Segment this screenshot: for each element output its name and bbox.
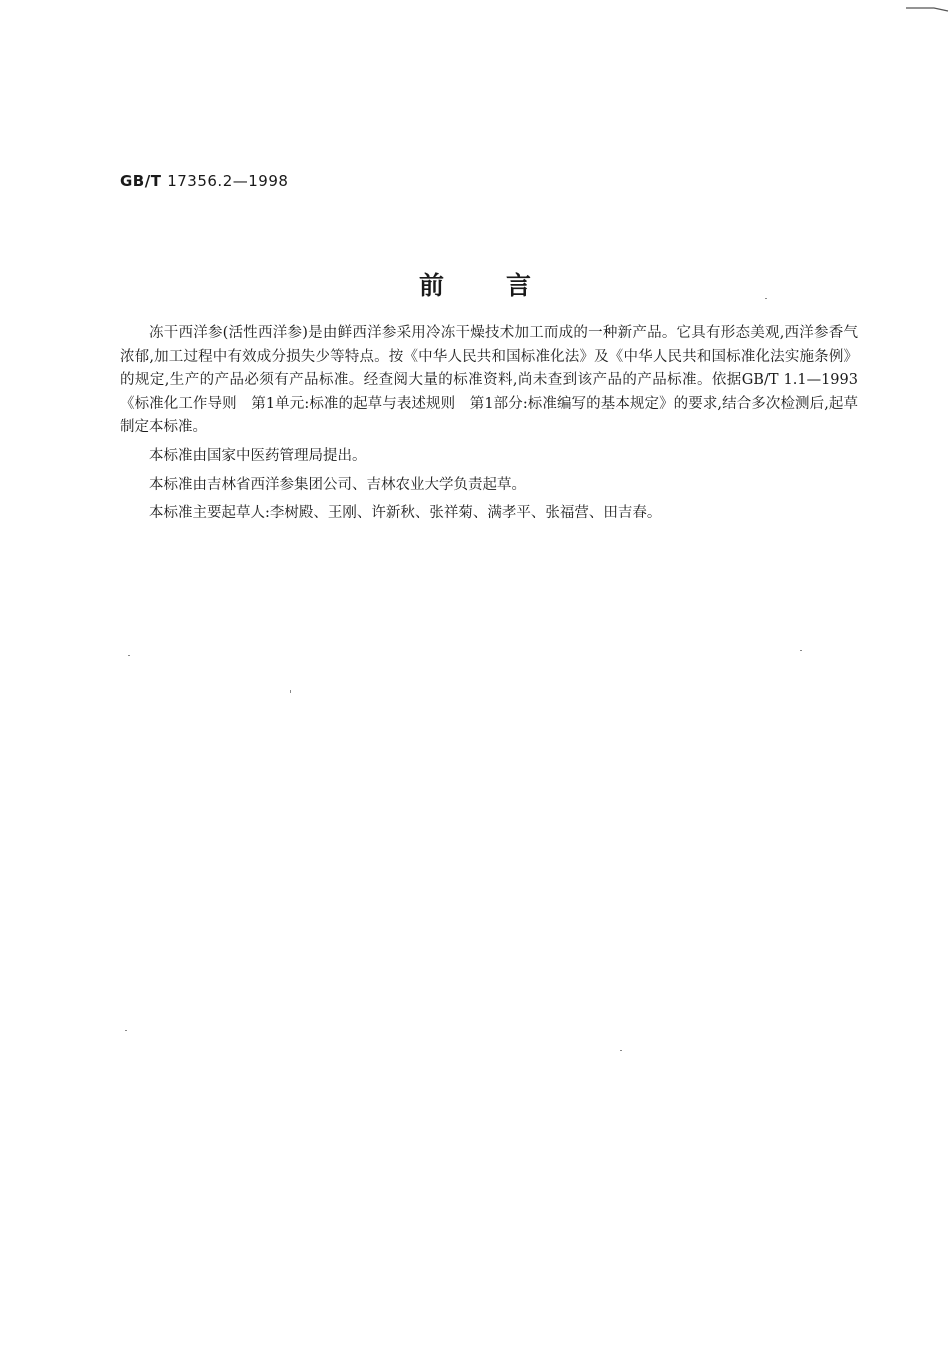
paragraph-drafters: 本标准主要起草人:李树殿、王刚、许新秋、张祥菊、满孝平、张福营、田吉春。 — [149, 505, 662, 522]
document-code-number: 17356.2—1998 — [167, 172, 289, 190]
section-title: 前言 — [418, 271, 593, 300]
paragraph-intro: 冻干西洋参(活性西洋参)是由鲜西洋参采用冷冻干燥技术加工而成的一种新产品。它具有形态美观,西洋参香气浓郁,加工过程中有效成分损失少等特点。按《中华人民共和国标准化法》及《中华人民共和国标准化法实施条例》的规定,生产的产品必须有产品标准。经查阅大量的标准资料,尚未查到该产品的产品标准。依据GB/T 1.1—1993《标准化工作导则 第1单元:标准的起草与表述规则 第1部分:标准编写的基本规定》的要求,结合多次检测后,起草制定本标准。 — [120, 325, 858, 436]
scan-speck — [290, 690, 291, 693]
document-code — [120, 172, 288, 190]
scan-speck — [125, 1030, 127, 1031]
scan-corner-mark — [904, 6, 950, 12]
scan-speck — [128, 655, 130, 656]
scan-speck — [800, 650, 802, 651]
document-code-prefix: GB/T — [120, 172, 162, 190]
paragraph-proposer: 本标准由国家中医药管理局提出。 — [149, 447, 367, 464]
foreword-body — [120, 322, 858, 531]
paragraph-drafting-org: 本标准由吉林省西洋参集团公司、吉林农业大学负责起草。 — [149, 476, 526, 493]
scan-speck — [765, 298, 767, 299]
scan-speck — [620, 1050, 622, 1051]
